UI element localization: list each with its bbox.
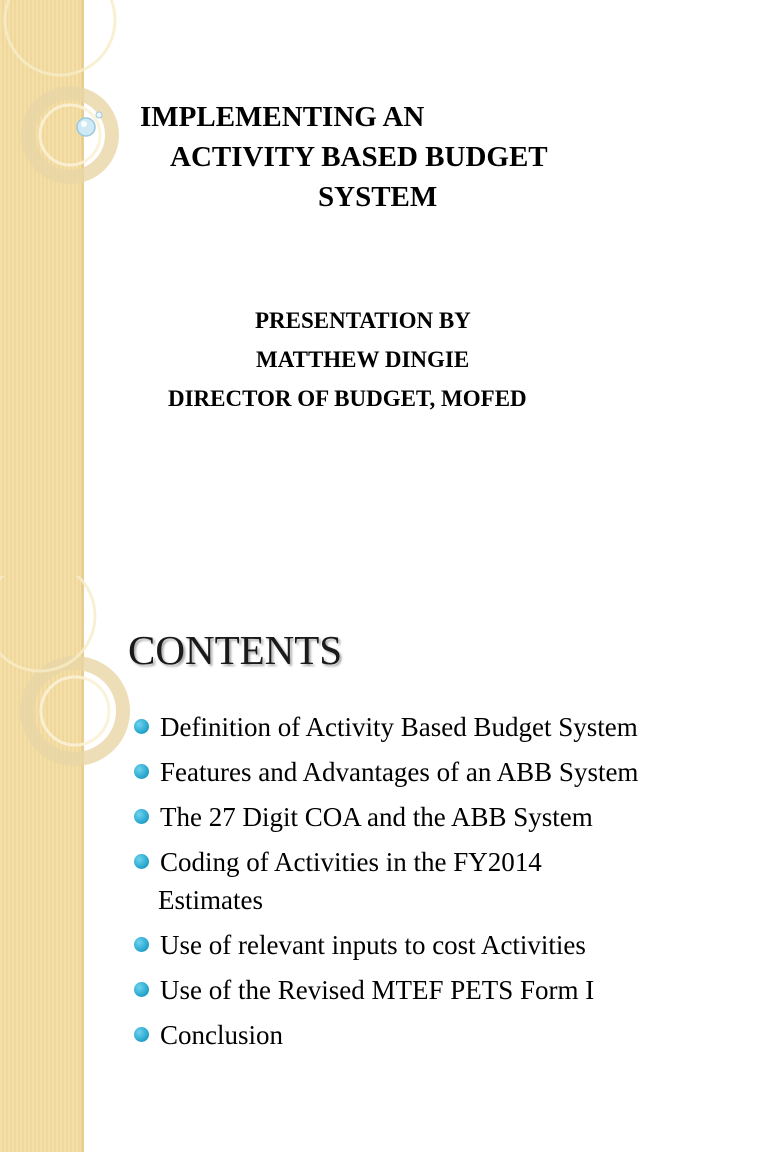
- list-item: [134, 753, 754, 791]
- bullet-icon: [134, 809, 149, 824]
- contents-list: [134, 708, 754, 1061]
- subtitle-line-2: MATTHEW DINGIE: [256, 347, 470, 372]
- bullet-icon: [134, 854, 149, 869]
- bubble-small-icon: [96, 112, 102, 118]
- list-item-text-continued: Estimates: [158, 885, 263, 915]
- list-item: [134, 798, 754, 836]
- decorative-circles: [0, 0, 140, 576]
- contents-slide: [0, 576, 768, 1152]
- bullet-icon: [134, 1027, 149, 1042]
- decorative-circles: [0, 576, 140, 1152]
- bullet-icon: [134, 937, 149, 952]
- list-item-text: Features and Advantages of an ABB System: [160, 757, 639, 787]
- contents-heading: CONTENTS: [128, 627, 343, 673]
- title-line-2: ACTIVITY BASED BUDGET: [170, 141, 548, 173]
- list-item-text: Definition of Activity Based Budget System: [160, 712, 638, 742]
- list-item-text: Conclusion: [160, 1020, 284, 1050]
- list-item-text: Use of the Revised MTEF PETS Form I: [160, 975, 595, 1005]
- list-item-text: The 27 Digit COA and the ABB System: [160, 802, 593, 832]
- list-item: [134, 708, 754, 746]
- list-item-text: Use of relevant inputs to cost Activities: [160, 930, 586, 960]
- list-item: [134, 843, 754, 919]
- bullet-icon: [134, 719, 149, 734]
- title-line-3: SYSTEM: [318, 181, 438, 213]
- list-item: [134, 1016, 754, 1054]
- list-item-text: Coding of Activities in the FY2014: [160, 847, 542, 877]
- title-line-1: IMPLEMENTING AN: [140, 101, 425, 133]
- subtitle-line-1: PRESENTATION BY: [255, 308, 471, 333]
- list-item: [134, 971, 754, 1009]
- list-item: [134, 926, 754, 964]
- bullet-icon: [134, 764, 149, 779]
- bubble-large-icon: [77, 118, 95, 136]
- bullet-icon: [134, 982, 149, 997]
- subtitle-line-3: DIRECTOR OF BUDGET, MOFED: [168, 386, 527, 411]
